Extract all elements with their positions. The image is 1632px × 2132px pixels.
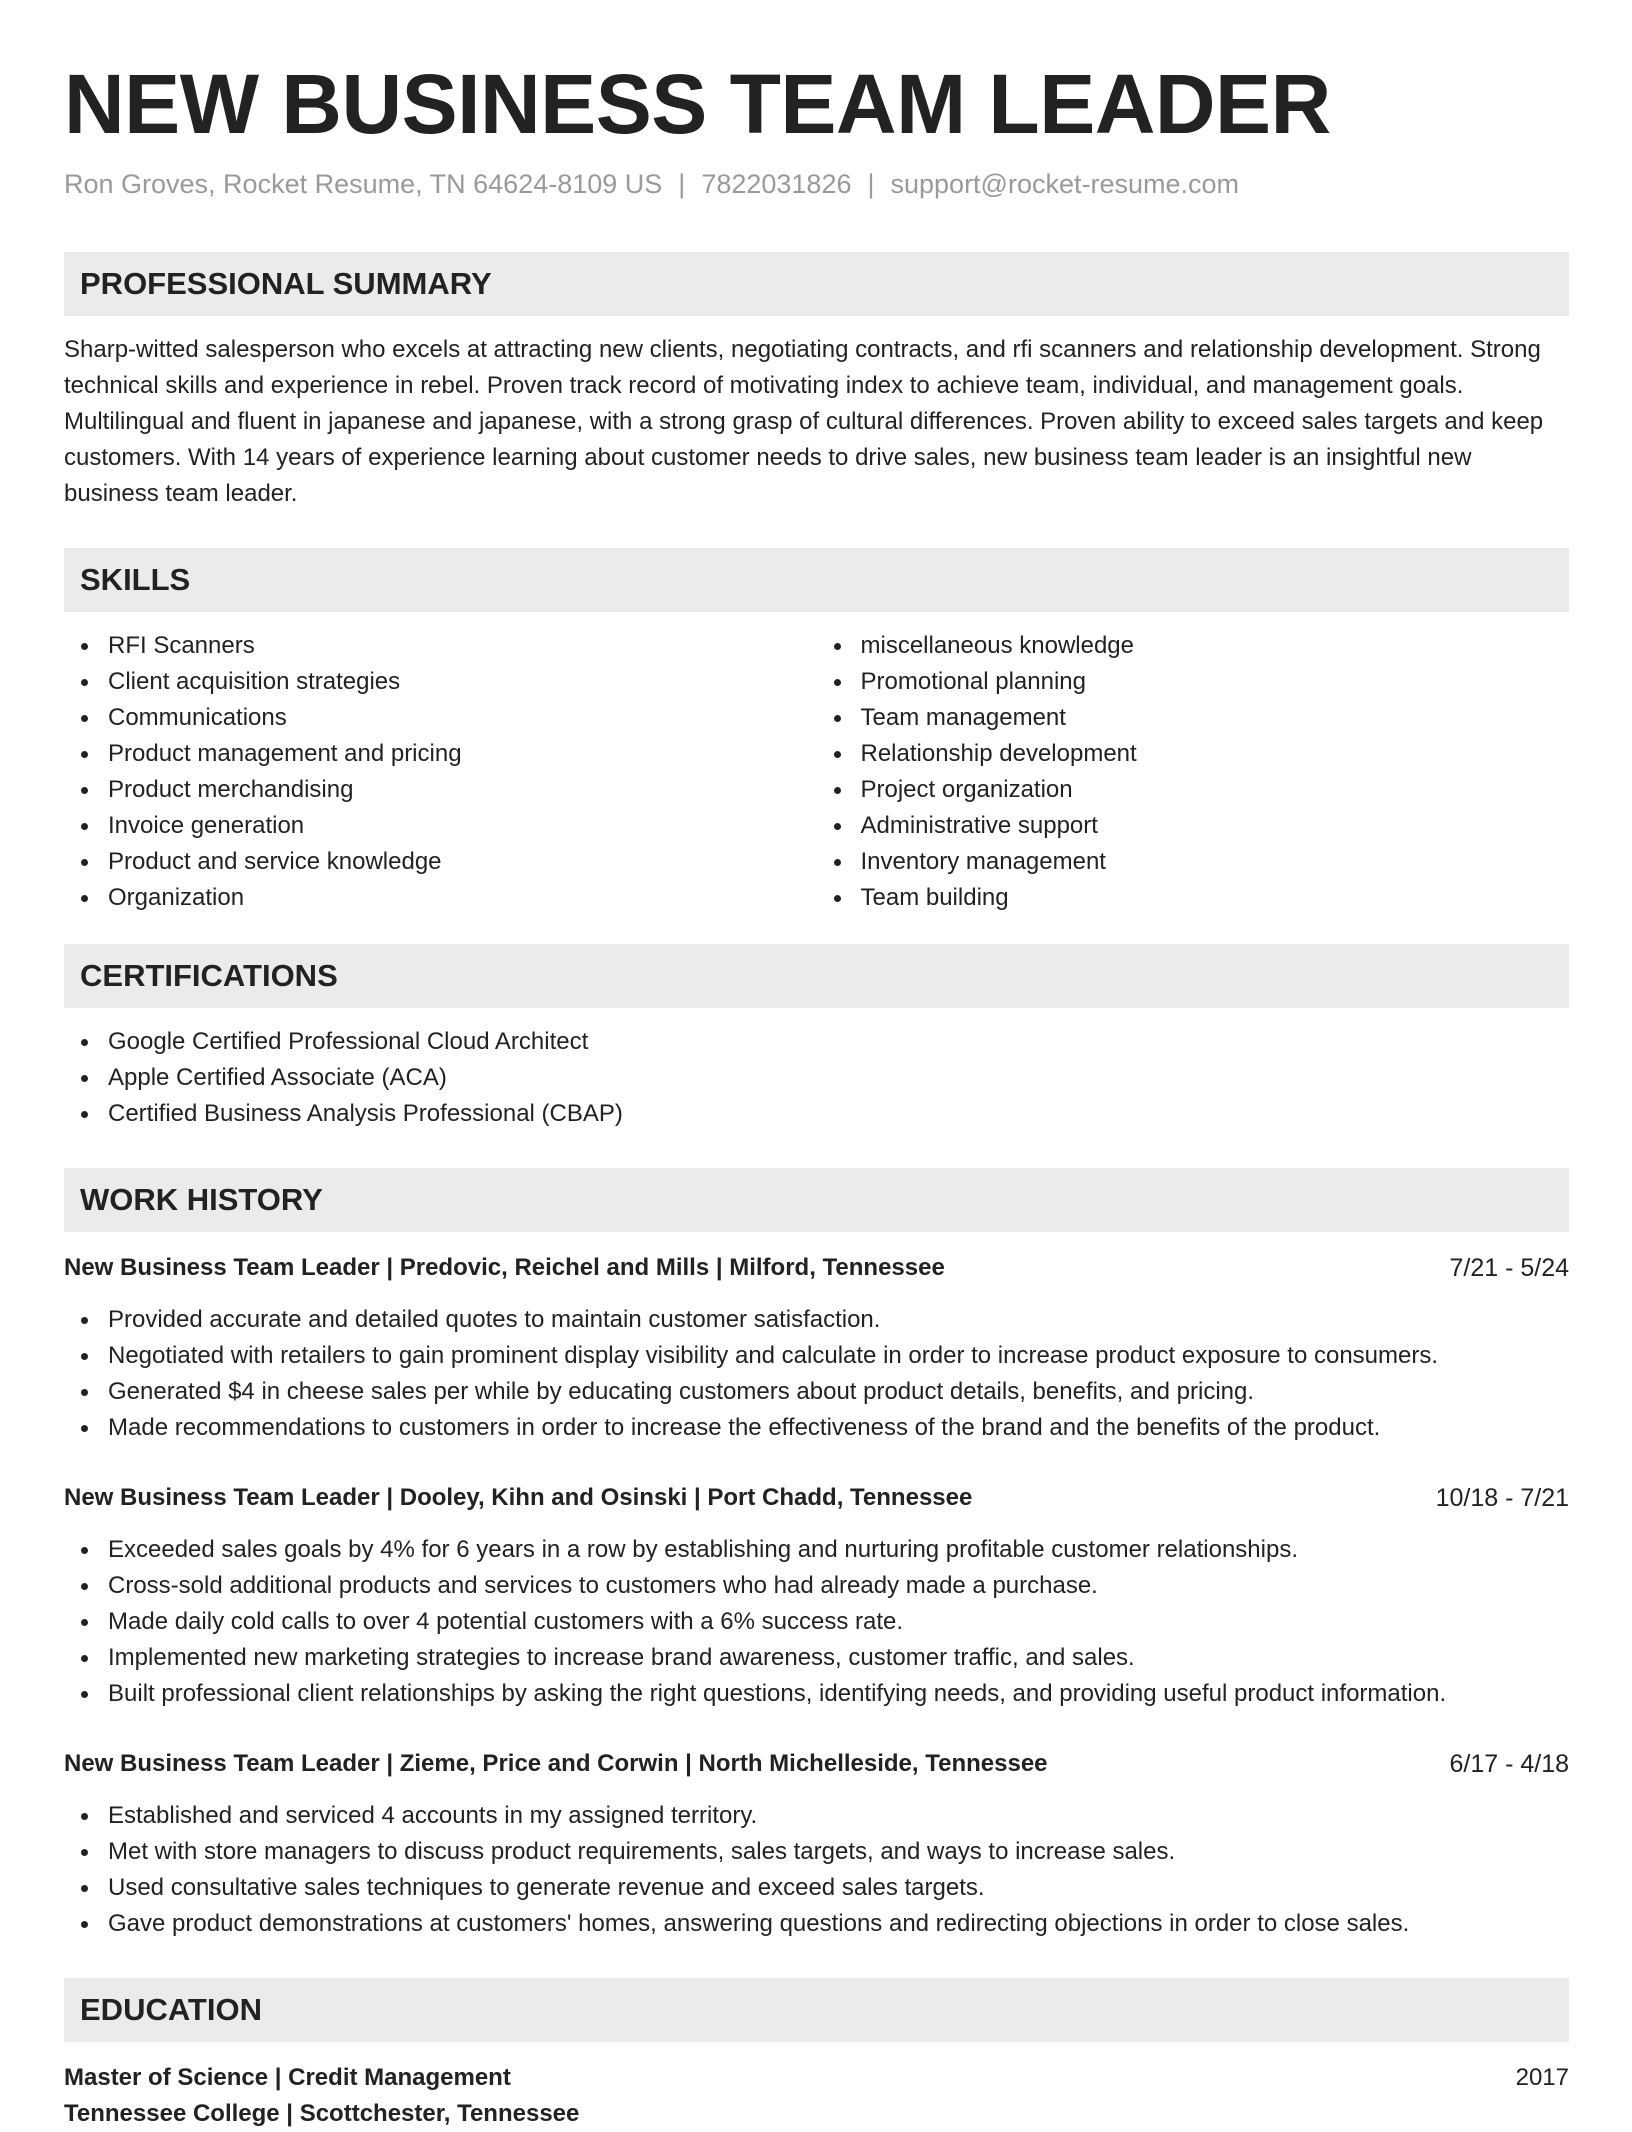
education-year: 2017 [1515,2064,1569,2091]
summary-heading: PROFESSIONAL SUMMARY [64,252,1569,316]
job-dates: 7/21 - 5/24 [1449,1254,1569,1282]
contact-email: support@rocket-resume.com [890,169,1240,199]
contact-address: Ron Groves, Rocket Resume, TN 64624-8109 US [64,169,663,199]
job-bullet: Provided accurate and detailed quotes to maintain customer satisfaction. [64,1302,1569,1338]
job-entry [64,1250,1569,1446]
skill-item: Communications [64,700,817,736]
job-title: New Business Team Leader | Predovic, Reichel and Mills | Milford, Tennessee [64,1254,945,1281]
education-entry [64,2060,1569,2096]
skill-item: Product management and pricing [64,736,817,772]
job-header [64,1480,1569,1516]
job-bullets [64,1798,1569,1942]
skill-item: Product and service knowledge [64,844,817,880]
job-entry [64,1746,1569,1942]
work-history-heading: WORK HISTORY [64,1168,1569,1232]
skill-item: Team building [817,880,1570,916]
skill-item: Product merchandising [64,772,817,808]
skills-list-right [817,628,1570,916]
job-entry [64,1480,1569,1712]
skill-item: Invoice generation [64,808,817,844]
skills-columns [64,628,1569,916]
job-title: New Business Team Leader | Zieme, Price and Corwin | North Michelleside, Tennessee [64,1750,1048,1777]
contact-phone: 7822031826 [701,169,852,199]
job-bullet: Gave product demonstrations at customers' homes, answering questions and redirecting objections in order to close sales. [64,1906,1569,1942]
skills-list-left [64,628,817,916]
job-bullet: Met with store managers to discuss product requirements, sales targets, and ways to increase sales. [64,1834,1569,1870]
job-title: New Business Team Leader | Dooley, Kihn and Osinski | Port Chadd, Tennessee [64,1484,973,1511]
education-heading: EDUCATION [64,1978,1569,2042]
skill-item: Team management [817,700,1570,736]
skill-item: Organization [64,880,817,916]
summary-text: Sharp-witted salesperson who excels at attracting new clients, negotiating contracts, and rfi scanners and relationship development. Strong technical skills and experience in rebel. Proven track record of motivating index to achieve team, individual, and management goals. Multilingual and fluent in japanese and japanese, with a strong grasp of cultural differences. Proven ability to exceed sales targets and keep customers. With 14 years of experience learning about customer needs to drive sales, new business team leader is an insightful new business team leader. [64,336,1544,507]
skill-item: Relationship development [817,736,1570,772]
contact-separator: | [678,169,686,199]
job-bullets [64,1532,1569,1712]
contact-separator: | [867,169,875,199]
skill-item: miscellaneous knowledge [817,628,1570,664]
skill-item: Promotional planning [817,664,1570,700]
job-bullet: Made daily cold calls to over 4 potential customers with a 6% success rate. [64,1604,1569,1640]
certifications-heading: CERTIFICATIONS [64,944,1569,1008]
skill-item: Project organization [817,772,1570,808]
job-bullet: Made recommendations to customers in order to increase the effectiveness of the brand and the benefits of the product. [64,1410,1569,1446]
skill-item: Client acquisition strategies [64,664,817,700]
job-bullet: Established and serviced 4 accounts in my assigned territory. [64,1798,1569,1834]
job-bullet: Used consultative sales techniques to generate revenue and exceed sales targets. [64,1870,1569,1906]
job-bullet: Generated $4 in cheese sales per while by educating customers about product details, benefits, and pricing. [64,1374,1569,1410]
certification-item: Google Certified Professional Cloud Architect [64,1024,1569,1060]
certifications-list [64,1024,1569,1132]
skills-heading: SKILLS [64,548,1569,612]
job-bullet: Cross-sold additional products and services to customers who had already made a purchase. [64,1568,1569,1604]
job-bullet: Built professional client relationships by asking the right questions, identifying needs, and providing useful product information. [64,1676,1569,1712]
certification-item: Apple Certified Associate (ACA) [64,1060,1569,1096]
job-header [64,1250,1569,1286]
skill-item: Inventory management [817,844,1570,880]
job-header [64,1746,1569,1782]
certification-item: Certified Business Analysis Professional (CBAP) [64,1096,1569,1132]
contact-line [64,166,1569,202]
skill-item: RFI Scanners [64,628,817,664]
job-bullets [64,1302,1569,1446]
job-dates: 6/17 - 4/18 [1449,1750,1569,1778]
education-degree: Master of Science | Credit Management [64,2064,511,2091]
job-dates: 10/18 - 7/21 [1435,1484,1569,1512]
job-bullet: Exceeded sales goals by 4% for 6 years in a row by establishing and nurturing profitable customer relationships. [64,1532,1569,1568]
education-school: Tennessee College | Scottchester, Tennessee [64,2100,580,2127]
job-bullet: Implemented new marketing strategies to increase brand awareness, customer traffic, and sales. [64,1640,1569,1676]
skill-item: Administrative support [817,808,1570,844]
job-bullet: Negotiated with retailers to gain prominent display visibility and calculate in order to increase product exposure to consumers. [64,1338,1569,1374]
page-title: NEW BUSINESS TEAM LEADER [64,57,1331,151]
